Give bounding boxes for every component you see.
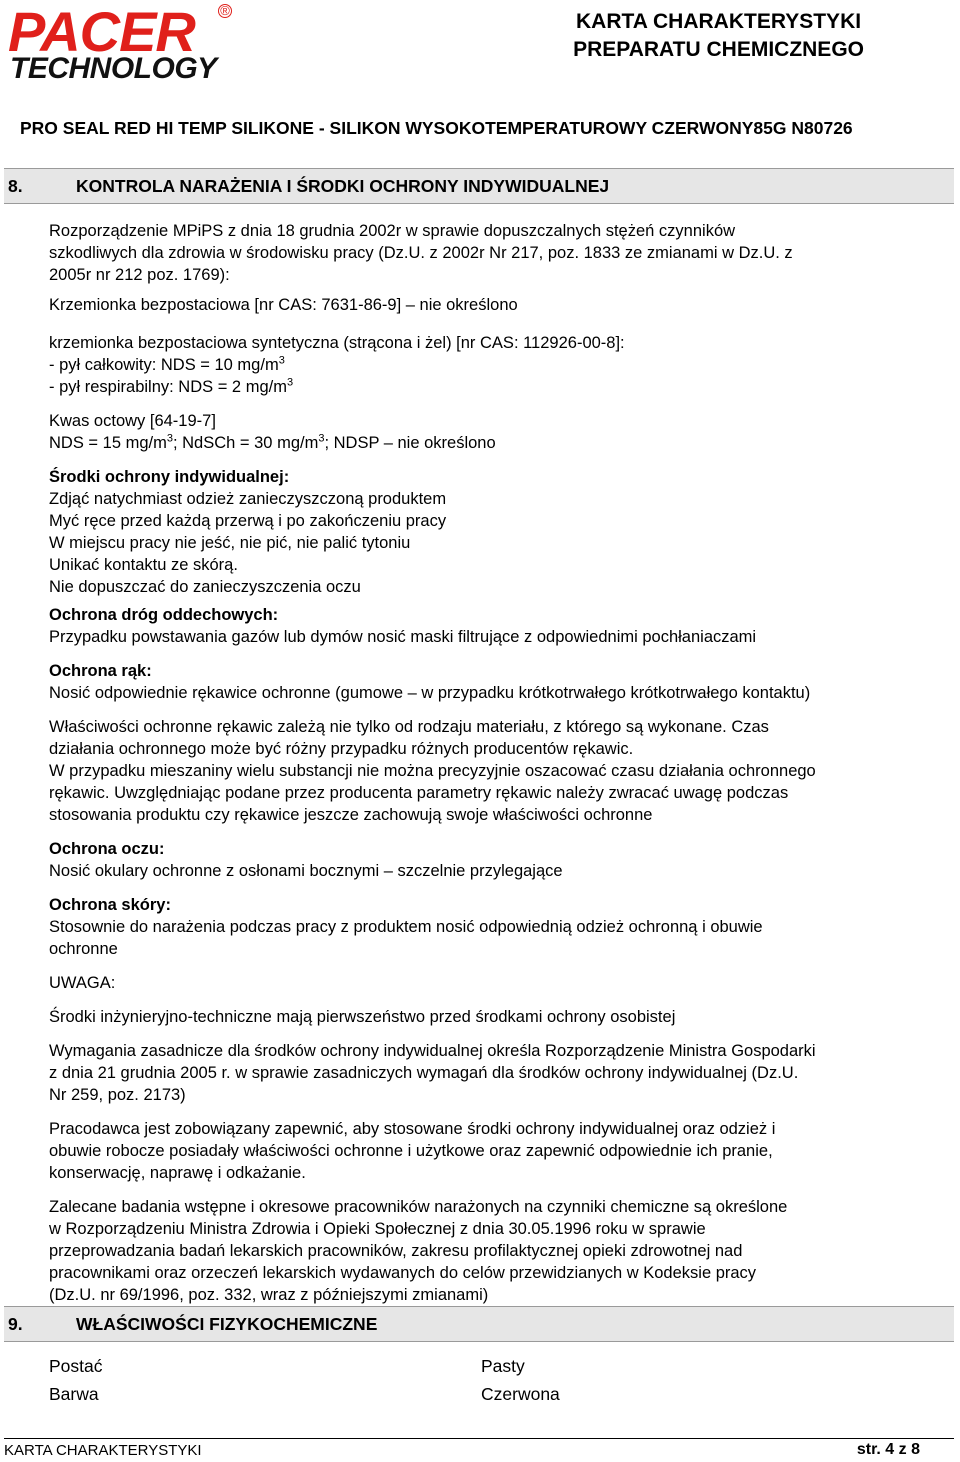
note-text: Środki inżynieryjno-techniczne mają pierwszeństwo przed środkami ochrony osobistej [49, 1008, 676, 1026]
note-heading: UWAGA: [49, 974, 116, 992]
section-8-content [49, 220, 939, 1306]
section-8-title: KONTROLA NARAŻENIA I ŚRODKI OCHRONY INDYWIDUALNEJ [76, 176, 610, 196]
acetic-acid: Kwas octowy [64-19-7] [49, 412, 216, 430]
requirements-line: Nr 259, poz. 2173) [49, 1086, 186, 1104]
exam-line: przeprowadzania badań lekarskich pracowników, zakresu profilaktycznej opieki zdrowotnej nad [49, 1242, 743, 1260]
pacer-logo [8, 0, 232, 85]
gloves-line: rękawic. Uwzględniając podane przez producenta parametry rękawic należy zwracać uwagę podczas [49, 784, 789, 802]
logo-main-text: PACER [8, 0, 195, 63]
ppe-line: Nie dopuszczać do zanieczyszczenia oczu [49, 578, 361, 596]
page-number: str. 4 z 8 [856, 1441, 920, 1458]
registered-mark-icon: ® [218, 4, 232, 18]
gloves-line: stosowania produktu czy rękawice jeszcze zachowują swoje właściwości ochronne [49, 806, 653, 824]
skin-heading: Ochrona skóry: [49, 896, 171, 914]
silica-amorphous: Krzemionka bezpostaciowa [nr CAS: 7631-86-9] – nie określono [49, 296, 518, 314]
gloves-line: W przypadku mieszaniny wielu substancji nie można precyzyjnie oszacować czasu działania ochronnego [49, 762, 816, 780]
ppe-line: Zdjąć natychmiast odzież zanieczyszczoną produktem [49, 490, 447, 508]
exam-line: (Dz.U. nr 69/1996, poz. 332, wraz z późniejszymi zmianami) [49, 1286, 489, 1304]
exam-line: Zalecane badania wstępne i okresowe pracowników narażonych na czynniki chemiczne są określone [49, 1198, 788, 1216]
ppe-line: W miejscu pracy nie jeść, nie pić, nie palić tytoniu [49, 534, 411, 552]
silica-synthetic: krzemionka bezpostaciowa syntetyczna (strącona i żel) [nr CAS: 112926-00-8]: [49, 334, 625, 352]
section-9-number: 9. [8, 1314, 23, 1334]
dust-respirable: - pył respirabilny: NDS = 2 $mg/m^3$ [49, 376, 294, 396]
requirements-line: z dnia 21 grudnia 2005 r. w sprawie zasadniczych wymagań dla środków ochrony indywidualnej (Dz.U. [49, 1064, 799, 1082]
eyes-text: Nosić okulary ochronne z osłonami bocznymi – szczelnie przylegające [49, 862, 563, 880]
eyes-heading: Ochrona oczu: [49, 840, 165, 858]
employer-line: Pracodawca jest zobowiązany zapewnić, aby stosowane środki ochrony indywidualnej oraz odzież i [49, 1120, 776, 1138]
document-title [573, 8, 864, 64]
product-name: PRO SEAL RED HI TEMP SILIKONE - SILIKON WYSOKOTEMPERATUROWY CZERWONY85G N80726 [20, 118, 853, 138]
hands-text: Nosić odpowiednie rękawice ochronne (gumowe – w przypadku krótkotrwałego krótkotrwałego kontaktu) [49, 684, 811, 702]
property-label-form: Postać [49, 1356, 103, 1376]
employer-line: konserwację, naprawę i odkażanie. [49, 1164, 306, 1182]
property-value-color: Czerwona [481, 1384, 560, 1404]
footer-divider [4, 1438, 954, 1439]
regulation-line: Rozporządzenie MPiPS z dnia 18 grudnia 2002r w sprawie dopuszczalnych stężeń czynników [49, 222, 736, 240]
document-title-line2: PREPARATU CHEMICZNEGO [573, 38, 864, 61]
property-label-color: Barwa [49, 1384, 99, 1404]
regulation-line: 2005r nr 212 poz. 1769): [49, 266, 230, 284]
ppe-heading: Środki ochrony indywidualnej: [49, 468, 290, 486]
gloves-line: działania ochronnego może być różny przypadku różnych producentów rękawic. [49, 740, 634, 758]
ppe-line: Unikać kontaktu ze skórą. [49, 556, 238, 574]
skin-line: ochronne [49, 940, 118, 958]
respiratory-heading: Ochrona dróg oddechowych: [49, 606, 279, 624]
section-9-header [4, 1306, 954, 1342]
exam-line: w Rozporządzeniu Ministra Zdrowia i Opieki Społecznej z dnia 30.05.1996 roku w sprawie [49, 1220, 706, 1238]
property-value-form: Pasty [481, 1356, 525, 1376]
logo-sub-text: TECHNOLOGY [10, 52, 217, 85]
section-8-number: 8. [8, 176, 23, 196]
respiratory-text: Przypadku powstawania gazów lub dymów nosić maski filtrujące z odpowiednimi pochłaniaczami [49, 628, 757, 646]
dust-total: - pył całkowity: NDS = 10 $mg/m^3$ [49, 354, 285, 374]
employer-line: obuwie robocze posiadały właściwości ochronne i użytkowe oraz zapewnić odpowiednie ich pranie, [49, 1142, 773, 1160]
regulation-line: szkodliwych dla zdrowia w środowisku pracy (Dz.U. z 2002r Nr 217, poz. 1833 ze zmianami w Dz.U. z [49, 244, 793, 262]
acetic-acid-limits: NDS = 15 $mg/m^3$; NdSCh = 30 $mg/m^3$; NDSP – nie określono [49, 432, 496, 452]
exam-line: pracownikami oraz orzeczeń lekarskich wydawanych do celów przewidzianych w Kodeksie pracy [49, 1264, 757, 1282]
hands-heading: Ochrona rąk: [49, 662, 152, 680]
section-8-header [4, 168, 954, 204]
requirements-line: Wymagania zasadnicze dla środków ochrony indywidualnej określa Rozporządzenie Ministra Gospodarki [49, 1042, 816, 1060]
skin-line: Stosownie do narażenia podczas pracy z produktem nosić odpowiednią odzież ochronną i obuwie [49, 918, 763, 936]
footer-document-name: KARTA CHARAKTERYSTYKI [4, 1442, 202, 1459]
section-9-title: WŁAŚCIWOŚCI FIZYKOCHEMICZNE [76, 1314, 378, 1334]
gloves-line: Właściwości ochronne rękawic zależą nie tylko od rodzaju materiału, z którego są wykonane. Czas [49, 718, 769, 736]
ppe-line: Myć ręce przed każdą przerwą i po zakończeniu pracy [49, 512, 447, 530]
document-title-line1: KARTA CHARAKTERYSTYKI [576, 10, 862, 33]
